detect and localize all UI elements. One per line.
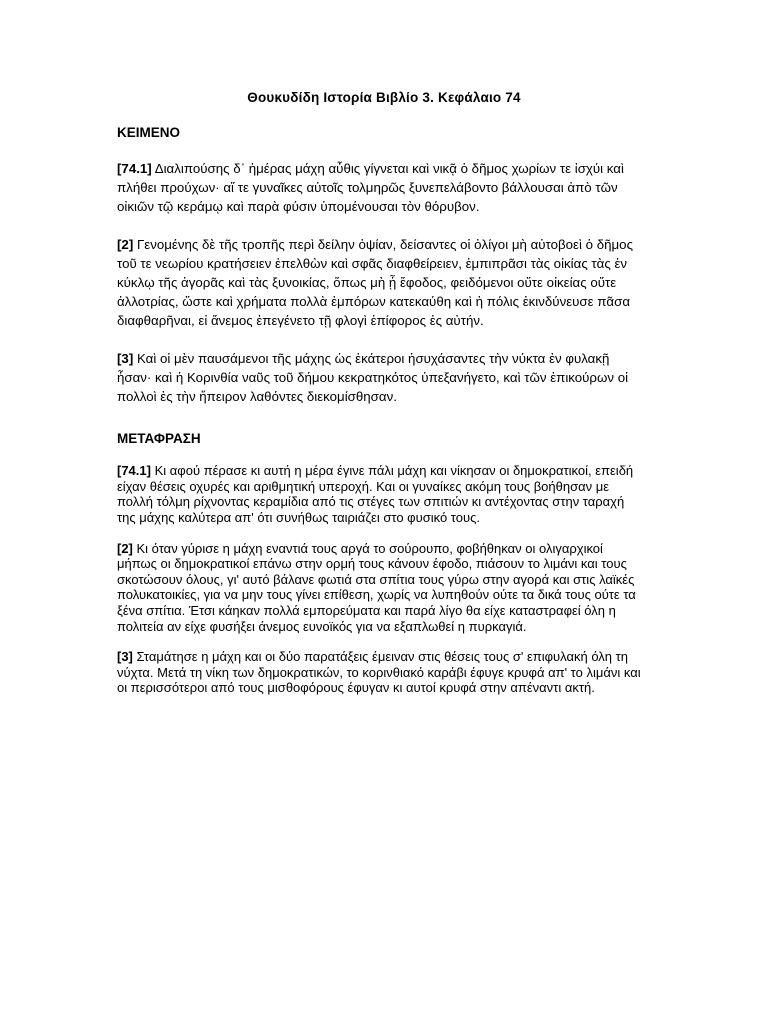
translation-paragraph-74-1 <box>117 463 645 525</box>
translation-section <box>117 430 645 696</box>
original-paragraph-2 <box>117 235 645 331</box>
translation-paragraph-2 <box>117 541 645 635</box>
original-paragraph-3 <box>117 349 645 407</box>
paragraph-text: Κι όταν γύρισε η μάχη εναντιά τους αργά το σούρουπο, φοβήθηκαν οι ολιγαρχικοί μήπως οι δημοκρατικοί επάνω στην ορμή τους κάνουν έφοδο, πιάσουν το λιμάνι και τους σκοτώσουν όλους, γι' αυτό βάλανε φωτιά στα σπίτια τους γύρω στην αγορά και στις λαϊκές πολυκατοικίες, για να μην τους γίνει επίθεση, χωρίς να λυπηθούν ούτε τα δικά τους ούτε τα ξένα σπίτια. Έτσι κάηκαν πολλά εμπορεύματα και παρά λίγο θα είχε καταστραφεί όλη η πολιτεία αν είχε φυσήξει άνεμος ευνοϊκός για να εξαπλωθεί η πυρκαγιά. <box>117 540 636 634</box>
paragraph-ref: [2] <box>117 540 133 556</box>
original-section <box>117 124 645 406</box>
paragraph-text: Σταμάτησε η μάχη και οι δύο παρατάξεις έμειναν στις θέσεις τους σ' επιφυλακή όλη τη νύχτα. Μετά τη νίκη των δημοκρατικών, το κορινθιακό καράβι έφυγε κρυφά απ' το λιμάνι και οι περισσότεροι από τους μισθοφόρους έφυγαν κι αυτοί κρυφά στην απέναντι ακτή. <box>117 649 641 696</box>
paragraph-text: Διαλιπούσης δ᾽ ἡμέρας μάχη αὖθις γίγνεται καὶ νικᾷ ὁ δῆμος χωρίων τε ἰσχύι καὶ πλήθει προύχων· αἵ τε γυναῖκες αὐτοῖς τολμηρῶς ξυνεπελάβοντο βάλλουσαι ἀπὸ τῶν οἰκιῶν τῷ κεράμῳ καὶ παρὰ φύσιν ὑπομένουσαι τὸν θόρυβον. <box>117 161 624 215</box>
paragraph-text: Γενομένης δὲ τῆς τροπῆς περὶ δείλην ὀψίαν, δείσαντες οἱ ὀλίγοι μὴ αὐτοβοεὶ ὁ δῆμος τοῦ τε νεωρίου κρατήσειεν ἐπελθὼν καὶ σφᾶς διαφθείρειεν, ἐμπιπρᾶσι τὰς οἰκίας τὰς ἐν κύκλῳ τῆς ἀγορᾶς καὶ τὰς ξυνοικίας, ὅπως μὴ ᾖ ἔφοδος, φειδόμενοι οὔτε οἰκείας οὔτε ἀλλοτρίας, ὥστε καὶ χρήματα πολλὰ ἐμπόρων κατεκαύθη καὶ ἡ πόλις ἐκινδύνευσε πᾶσα διαφθαρῆναι, εἰ ἄνεμος ἐπεγένετο τῇ φλογὶ ἐπίφορος ἐς αὐτήν. <box>117 236 633 329</box>
document-body <box>117 124 645 696</box>
translation-heading: ΜΕΤΑΦΡΑΣΗ <box>117 431 201 447</box>
paragraph-ref: [2] <box>117 236 134 252</box>
paragraph-ref: [74.1] <box>117 161 152 176</box>
translation-paragraph-3 <box>117 649 645 696</box>
original-heading: ΚΕΙΜΕΝΟ <box>117 125 181 140</box>
paragraph-text: Καὶ οἱ μὲν παυσάμενοι τῆς μάχης ὡς ἑκάτεροι ἡσυχάσαντες τὴν νύκτα ἐν φυλακῇ ἦσαν· καὶ ἡ Κορινθία ναῦς τοῦ δήμου κεκρατηκότος ὑπεξανήγετο, καὶ τῶν ἐπικούρων οἱ πολλοὶ ἐς τὴν ἤπειρον λαθόντες διεκομίσθησαν. <box>117 350 629 405</box>
paragraph-ref: [3] <box>117 649 133 665</box>
original-paragraph-74-1 <box>117 159 645 217</box>
paragraph-ref: [3] <box>117 350 134 366</box>
document-title: Θουκυδίδη Ιστορία Βιβλίο 3. Κεφάλαιο 74 <box>247 90 521 105</box>
paragraph-text: Κι αφού πέρασε κι αυτή η μέρα έγινε πάλι μάχη και νίκησαν οι δημοκρατικοί, επειδή είχαν θέσεις οχυρές και αριθμητική υπεροχή. Και οι γυναίκες ακόμη τους βοήθησαν με πολλή τόλμη ρίχνοντας κεραμίδια από τις στέγες των σπιτιών κι αντέχοντας στην ταραχή της μάχης καλύτερα απ' ότι συνήθως ταιριάζει στο φυσικό τους. <box>117 463 634 526</box>
paragraph-ref: [74.1] <box>117 463 151 479</box>
